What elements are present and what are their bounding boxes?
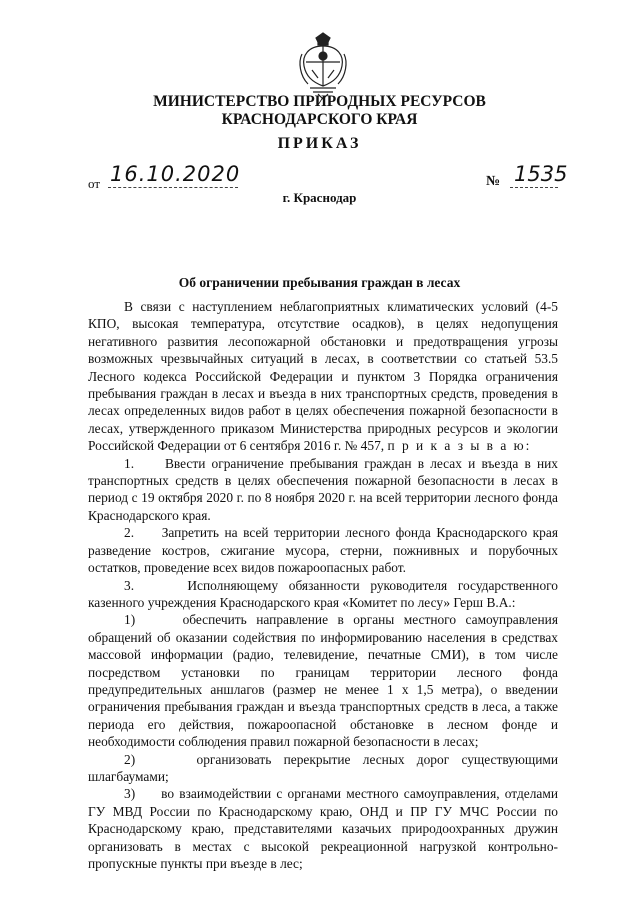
clause-3-item-3: 3) во взаимодействии с органами местного самоуправления, отделами ГУ МВД России по Краснодарскому краю, ОНД и ПР ГУ МЧС России по Краснодарскому краю, представителями казачьих природоохранных дружин организовать в местах с высокой рекреационной нагрузкой контрольно-пропускные пункты при въезде в лес; [88,786,558,871]
intro-text: В связи с наступлением неблагоприятных климатических условий (4-5 КПО, высокая температура, отсутствие осадков), в целях недопущения негативного развития лесопожарной обстановки и предотвращения угрозы возможных чрезвычайных ситуаций в лесах, в соответствии со статьей 53.5 Лесного кодекса Российской Федерации и пунктом 3 Порядка ограничения пребывания граждан в лесах и въезда в них транспортных средств, проведения в лесах определенных видов работ в целях обеспечения пожарной безопасности в лесах, утвержденного приказом Министерства природных ресурсов и экологии Российской Федерации от 6 сентября 2016 г. № 457, [88,299,558,454]
date-underline [108,187,238,188]
intro-paragraph [88,298,558,455]
number-underline [510,187,558,188]
clause-3-item-1: 1) обеспечить направление в органы местного самоуправления обращений об оказании содействия по информированию населения в средствах массовой информации (радио, телевидение, печатные СМИ), в том числе посредством установки по границам территории лесного фонда предупредительных аншлагов (размер не менее 1 х 1,5 метра), о введении ограничения пребывания граждан и въезда транспортных средств в леса, а также периода его действия, пожароопасной обстановке в лесном фонде и необходимости соблюдения правил пожарной безопасности в лесах; [88,612,558,750]
order-date: 16.10.2020 [110,162,241,186]
ministry-name-line-1: МИНИСТЕРСТВО ПРИРОДНЫХ РЕСУРСОВ [153,93,486,110]
clause-2: 2. Запретить на всей территории лесного фонда Краснодарского края разведение костров, сжигание мусора, стерни, пожнивных и порубочных остатков, проведение всех видов пожароопасных работ. [88,525,558,576]
order-date-number-row [88,162,568,192]
ministry-name-line-2: КРАСНОДАРСКОГО КРАЯ [221,111,418,128]
krasnodar-coat-of-arms-icon [298,32,348,100]
order-number: 1535 [514,162,568,186]
clause-1: 1. Ввести ограничение пребывания граждан в лесах и въезда в них транспортных средств в целях обеспечения пожарной безопасности в лесах в период с 19 октября 2020 г. по 8 ноября 2020 г. на всей территории лесного фонда Краснодарского края. [88,455,558,523]
number-label: № [486,174,501,189]
clause-3-item-2: 2) организовать перекрытие лесных дорог существующими шлагбаумами; [88,751,558,784]
clause-3: 3. Исполняющему обязанности руководителя государственного казенного учреждения Краснодарского края «Комитет по лесу» Герш В.А.: [88,577,558,610]
order-body [88,298,558,872]
date-prefix: от [88,176,101,191]
city-name: г. Краснодар [282,190,357,205]
order-subject: Об ограничении пребывания граждан в лесах [178,275,461,290]
order-action-word: п р и к а з ы в а ю: [387,438,532,454]
document-type-title: ПРИКАЗ [277,135,362,152]
